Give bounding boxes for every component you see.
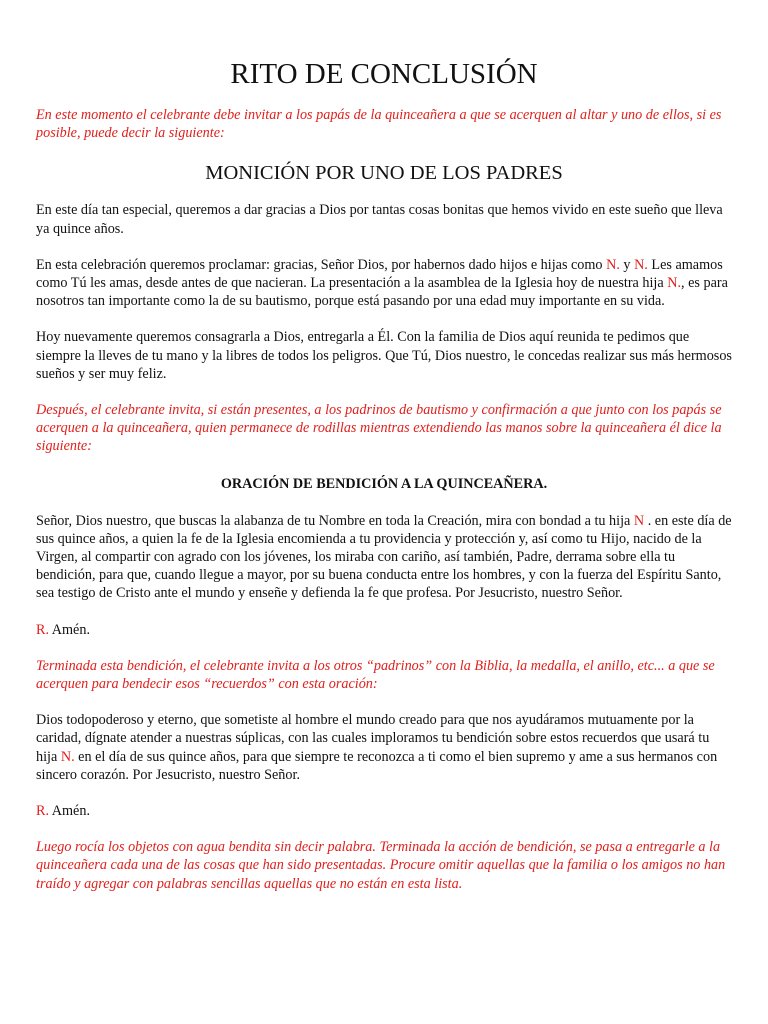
name-placeholder: N.	[606, 256, 620, 273]
paragraph-monicion-1: En este día tan especial, queremos a dar gracias a Dios por tantas cosas bonitas que hemos vivido en este sueño que lleva ya quince años.	[36, 202, 723, 237]
response-amen-1	[36, 621, 732, 639]
response-text: Amén.	[49, 621, 90, 638]
response-marker: R.	[36, 621, 50, 638]
page-title: RITO DE CONCLUSIÓN	[230, 58, 538, 90]
text-segment: . en este día de sus quince años, a quien la fe de la Iglesia encomienda a tu providencia y protección y, así como tu Hijo, nacido de la Virgen, al compartir con agrado con los jóvenes, los miraba con cariño, así también, Padre, derrama sobre ella tu bendición, para que, cuando llegue a mayor, por su buena conducta entre los hombres, y con la fuerza del Espíritu Santo, sea testigo de Cristo ante el mundo y enseñe y defienda la fe que profesa. Por Jesucristo, nuestro Señor.	[36, 512, 732, 602]
response-marker: R.	[36, 803, 50, 820]
rubric-padrinos: Después, el celebrante invita, si están presentes, a los padrinos de bautismo y confirmación a que junto con los papás se acerquen a la quinceañera, quien permanece de rodillas mientras extendiendo las manos sobre la quinceañera él dice la siguiente:	[36, 402, 722, 455]
text-segment: y	[619, 256, 635, 273]
text-segment: Dios todopoderoso y eterno, que sometiste al hombre el mundo creado para que nos ayudáramos mutuamente por la caridad, dígnate atender a nuestras súplicas, con las cuales imploramos tu bendición sobre estos recuerdos que usará tu hija	[36, 712, 710, 765]
rubric-final: Luego rocía los objetos con agua bendita sin decir palabra. Terminada la acción de bendición, se pasa a entregarle a la quinceañera cada una de las cosas que han sido presentadas. Procure omitir aquellas que la familia o los amigos no han traído y agregar con palabras sencillas aquellas que no están en esta lista.	[36, 839, 726, 892]
name-placeholder: N.	[634, 256, 648, 273]
text-segment: Señor, Dios nuestro, que buscas la alabanza de tu Nombre en toda la Creación, mira con bondad a tu hija	[36, 512, 634, 529]
text-segment: En esta celebración queremos proclamar: gracias, Señor Dios, por habernos dado hijos e hijas como	[36, 256, 607, 273]
rubric-intro: En este momento el celebrante debe invitar a los papás de la quinceañera a que se acerquen al altar y uno de ellos, si es posible, puede decir la siguiente:	[36, 107, 722, 142]
paragraph-bendicion-recuerdos	[36, 711, 732, 784]
paragraph-monicion-2	[36, 256, 732, 311]
paragraph-monicion-3: Hoy nuevamente queremos consagrarla a Dios, entregarla a Él. Con la familia de Dios aquí reunida te pedimos que siempre la lleves de tu mano y la libres de todos los peligros. Que Tú, Dios nuestro, le concedas realizar sus más hermosos sueños y ser muy feliz.	[36, 329, 732, 382]
response-text: Amén.	[49, 803, 90, 820]
paragraph-oracion	[36, 512, 732, 603]
response-amen-2	[36, 802, 732, 820]
name-placeholder: N	[633, 512, 645, 529]
section-title-monicion: MONICIÓN POR UNO DE LOS PADRES	[205, 162, 563, 185]
text-segment: , es para nosotros tan importante como la de su bautismo, porque está pasando por una edad muy importante en su vida.	[36, 275, 728, 310]
name-placeholder: N.	[60, 748, 75, 765]
text-segment: en el día de sus quince años, para que siempre te reconozca a ti como el bien supremo y ame a sus hermanos con sincero corazón. Por Jesucristo, nuestro Señor.	[36, 748, 718, 783]
text-segment: Les amamos como Tú les amas, desde antes de que nacieran. La presentación a la asamblea de la Iglesia hoy de nuestra hija	[36, 256, 723, 292]
rubric-recuerdos: Terminada esta bendición, el celebrante invita a los otros “padrinos” con la Biblia, la medalla, el anillo, etc... a que se acerquen para bendecir esos “recuerdos” con esta oración:	[36, 657, 715, 693]
name-placeholder: N.	[667, 275, 682, 292]
section-title-oracion: ORACIÓN DE BENDICIÓN A LA QUINCEAÑERA.	[220, 475, 548, 492]
